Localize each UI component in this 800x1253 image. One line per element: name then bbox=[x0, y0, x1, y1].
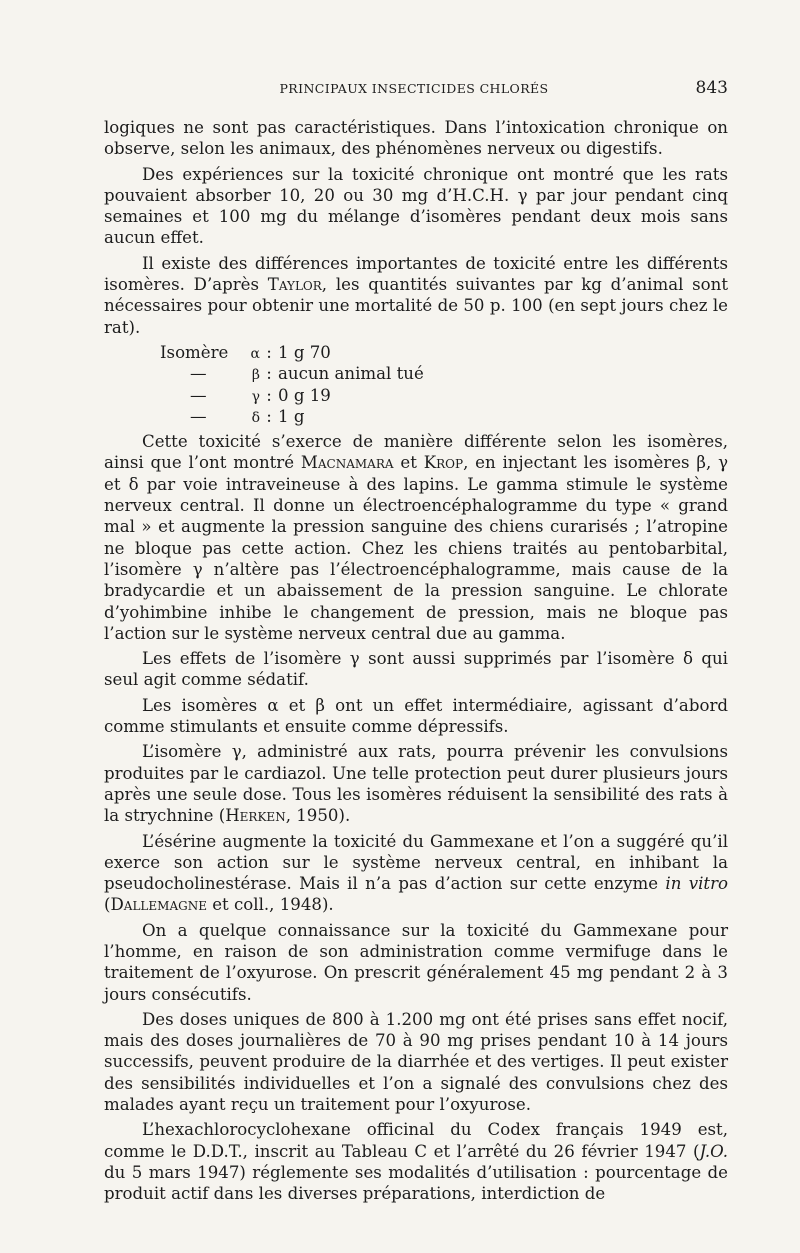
isomer-colon: : bbox=[266, 364, 272, 384]
text-segment: , en injectant les isomères β, γ et δ par voie intraveineuse à des lapins. Le gamma stimule le système nerveux central. Il donne un électroencéphalogramme du type « grand mal » et augmente la pression sanguine des chiens curarisés ; l’atropine ne bloque pas cette action. Chez les chiens traités au pentobarbital, l’isomère γ n’altère pas l’électroencéphalogramme, mais cause de la bradycardie et un abaissement de la pression sanguine. Le chlorate d’yohimbine inhibe le changement de pression, mais ne bloque pas l’action sur le système nerveux central due au gamma. bbox=[104, 453, 728, 643]
page-number: 843 bbox=[695, 78, 728, 98]
author-name: Macnamara bbox=[300, 453, 394, 473]
author-name: Herken bbox=[225, 806, 286, 826]
paragraph-11 bbox=[104, 1119, 728, 1204]
paragraph-3 bbox=[104, 253, 728, 338]
text-segment: ( bbox=[104, 895, 111, 915]
paragraph-2: Des expériences sur la toxicité chronique ont montré que les rats pouvaient absorber 10, 20 ou 30 mg d’H.C.H. γ par jour pendant cinq semaines et 100 mg du mélange d’isomères pendant deux mois sans aucun effet. bbox=[104, 164, 728, 248]
isomer-colon: : bbox=[266, 406, 272, 426]
body-text bbox=[104, 117, 728, 1209]
isomer-toxicity-list bbox=[160, 342, 728, 427]
author-name: Krop bbox=[423, 453, 464, 473]
isomer-greek-letter: β bbox=[251, 367, 260, 384]
text-segment: et bbox=[393, 453, 424, 473]
paragraph-6: Les isomères α et β ont un effet intermédiaire, agissant d’abord comme stimulants et ensuite comme dépressifs. bbox=[104, 695, 728, 737]
isomer-dash: — bbox=[190, 364, 207, 384]
isomer-value: aucun animal tué bbox=[278, 364, 424, 384]
paragraph-8 bbox=[104, 831, 728, 916]
running-header bbox=[100, 78, 728, 100]
running-title: PRINCIPAUX INSECTICIDES CHLORÉS bbox=[279, 81, 549, 96]
paragraph-5: Les effets de l’isomère γ sont aussi supprimés par l’isomère δ qui seul agit comme sédatif. bbox=[104, 649, 728, 690]
isomer-row bbox=[160, 406, 728, 427]
text-segment: L’hexachlorocyclohexane officinal du Codex français 1949 est, comme le D.D.T., inscrit au Tableau C et l’arrêté du 26 février 1947 ( bbox=[104, 1120, 728, 1161]
isomer-colon: : bbox=[266, 342, 272, 362]
author-name: Taylor bbox=[267, 275, 322, 295]
paragraph-7 bbox=[104, 741, 728, 826]
isomer-value: 1 g 70 bbox=[278, 342, 331, 362]
text-segment: L’ésérine augmente la toxicité du Gammexane et l’on a suggéré qu’il exerce son action sur le système nerveux central, en inhibant la pseudocholinestérase. Mais il n’a pas d’action sur cette enzyme bbox=[104, 831, 728, 894]
isomer-row bbox=[160, 363, 728, 384]
isomer-dash: — bbox=[190, 406, 207, 426]
text-segment: , les quantités suivantes par kg d’animal sont nécessaires pour obtenir une mortalité de 50 p. 100 (en sept jours chez le rat). bbox=[104, 275, 728, 337]
isomer-row bbox=[160, 385, 728, 406]
isomer-dash: — bbox=[190, 385, 207, 405]
isomer-value: 0 g 19 bbox=[278, 385, 331, 405]
paragraph-10: Des doses uniques de 800 à 1.200 mg ont été prises sans effet nocif, mais des doses journalières de 70 à 90 mg prises pendant 10 à 14 jours successifs, peuvent produire de la diarrhée et des vertiges. Il peut exister des sensibilités individuelles et l’on a signalé des convulsions chez des malades ayant reçu un traitement pour l’oxyurose. bbox=[104, 1009, 728, 1115]
text-segment: du 5 mars 1947) réglemente ses modalités d’utilisation : pourcentage de produit actif dans les diverses préparations, interdiction de bbox=[104, 1162, 728, 1204]
text-segment: , 1950). bbox=[285, 806, 351, 826]
author-name: Dallemagne bbox=[110, 895, 207, 915]
isomer-row bbox=[160, 342, 728, 363]
italic-phrase: J.O. bbox=[699, 1141, 728, 1161]
text-segment: et coll., 1948). bbox=[206, 895, 334, 915]
isomer-colon: : bbox=[266, 385, 272, 405]
isomer-greek-letter: δ bbox=[251, 409, 260, 426]
isomer-value: 1 g bbox=[278, 406, 305, 426]
text-segment: Il existe des différences importantes de toxicité entre les différents isomères. D’après bbox=[104, 253, 728, 295]
text-segment: L’isomère γ, administré aux rats, pourra prévenir les convulsions produites par le cardiazol. Une telle protection peut durer plusieurs jours après une seule dose. Tous les isomères réduisent la sensibilité des rats à la strychnine ( bbox=[104, 742, 728, 826]
paragraph-9: On a quelque connaissance sur la toxicité du Gammexane pour l’homme, en raison de son administration comme vermifuge dans le traitement de l’oxyurose. On prescrit généralement 45 mg pendant 2 à 3 jours consécutifs. bbox=[104, 920, 728, 1004]
isomer-greek-letter: γ bbox=[251, 388, 260, 405]
italic-phrase: in vitro bbox=[665, 874, 728, 894]
isomer-greek-letter: α bbox=[250, 345, 260, 362]
paragraph-4 bbox=[104, 431, 728, 644]
paragraph-1: logiques ne sont pas caractéristiques. Dans l’intoxication chronique on observe, selon les animaux, des phénomènes nerveux ou digestifs. bbox=[104, 118, 728, 159]
isomer-label: Isomère bbox=[160, 342, 229, 362]
text-segment: Cette toxicité s’exerce de manière différente selon les isomères, ainsi que l’ont montré bbox=[104, 432, 728, 473]
